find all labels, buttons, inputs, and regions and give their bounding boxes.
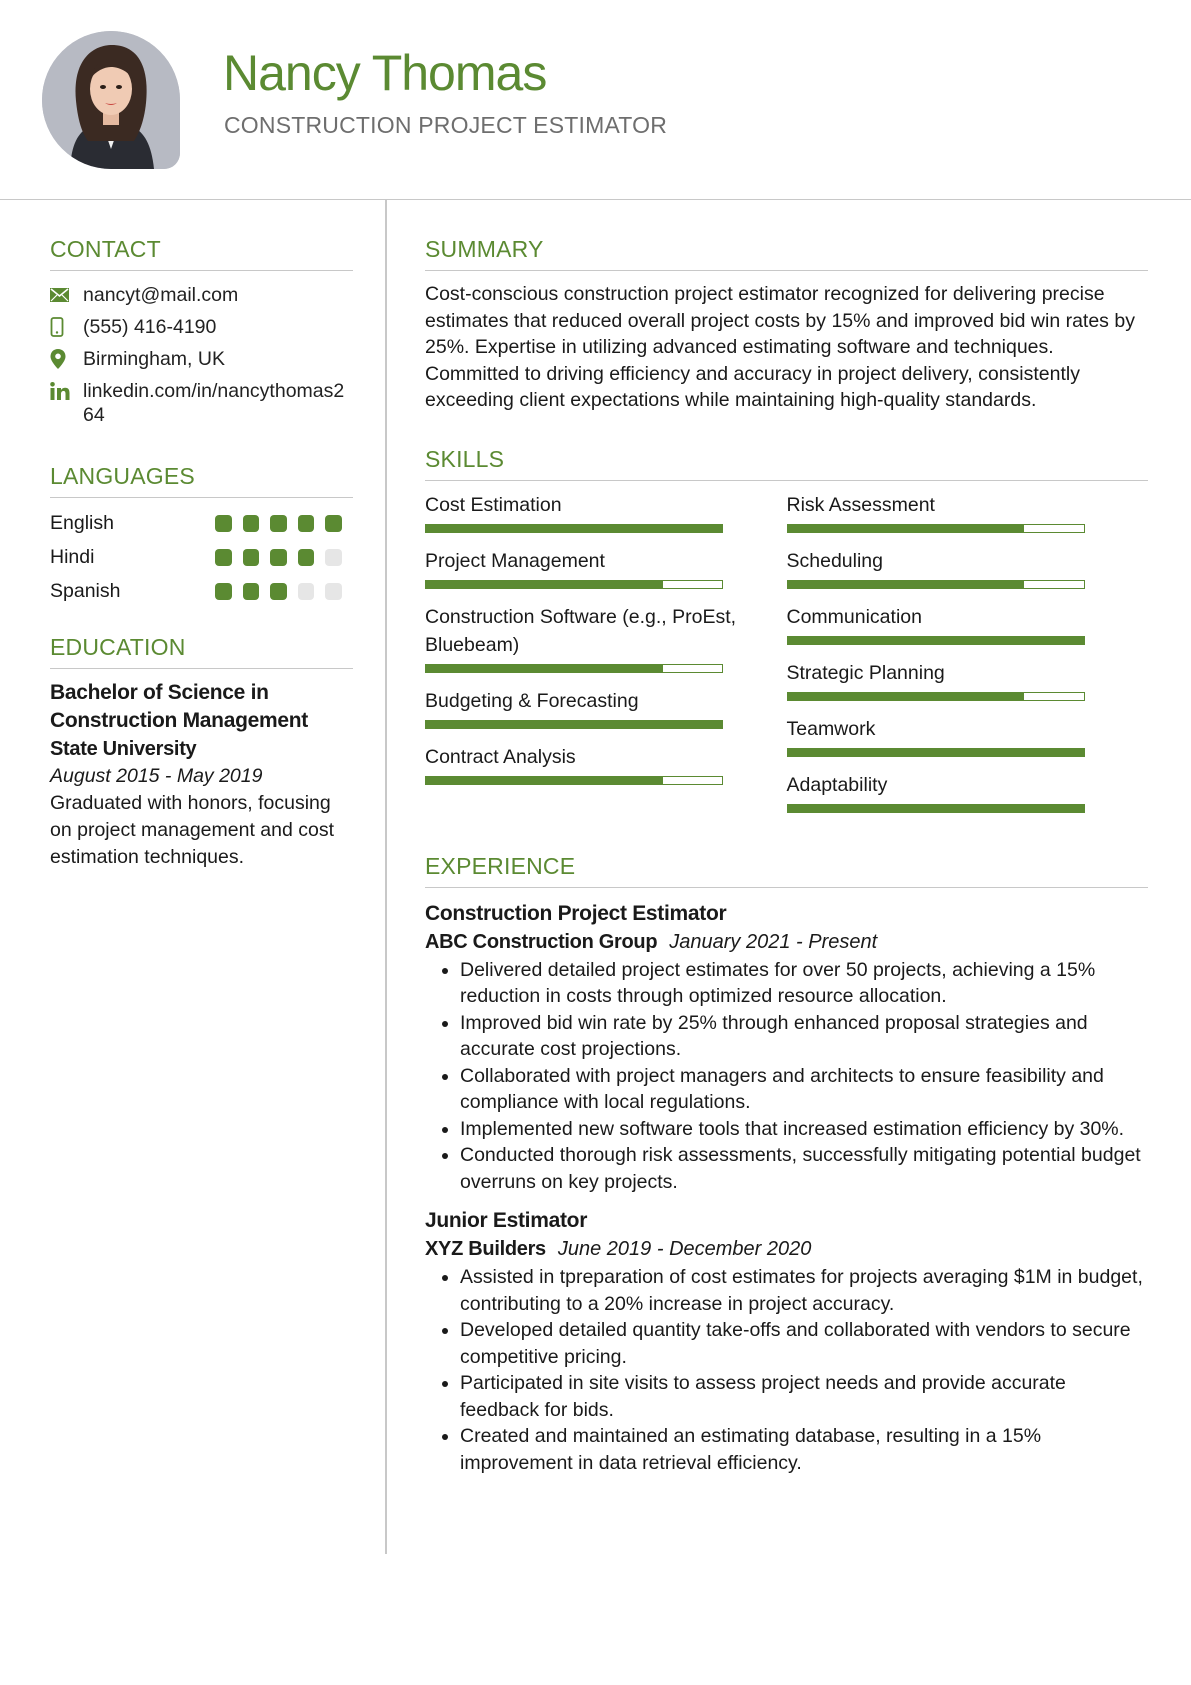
job-company-line bbox=[425, 1235, 1148, 1264]
contact-phone[interactable] bbox=[50, 315, 353, 339]
job-dates: January 2021 - Present bbox=[669, 930, 878, 953]
skill-item bbox=[787, 491, 1149, 533]
profile-photo bbox=[42, 31, 180, 169]
job-bullet: • Conducted thorough risk assessments, successfully mitigating potential budget overruns on key projects. bbox=[460, 1142, 1148, 1195]
skill-bar bbox=[787, 804, 1085, 813]
skill-item bbox=[787, 603, 1149, 645]
job-bullet: • Implemented new software tools that increased estimation efficiency by 30%. bbox=[460, 1116, 1148, 1143]
skill-bar-fill bbox=[788, 581, 1025, 588]
summary-text: Cost-conscious construction project estimator recognized for delivering precise estimates that reduced overall project costs by 15% and improved bid win rates by 25%. Expertise in utilizing advanced estimating software and techniques. Committed to driving efficiency and accuracy in project delivery, consistently exceeding client expectations while maintaining high-quality standards. bbox=[425, 283, 1135, 411]
job-bullets bbox=[425, 1264, 1148, 1476]
education-description: Graduated with honors, focusing on project management and cost estimation techniques. bbox=[50, 792, 335, 868]
contact-linkedin[interactable] bbox=[50, 379, 353, 427]
skill-name: Adaptability bbox=[786, 773, 888, 796]
skill-item bbox=[425, 547, 787, 589]
skill-name: Risk Assessment bbox=[786, 493, 935, 516]
skill-name: Strategic Planning bbox=[786, 661, 945, 684]
languages-section bbox=[50, 463, 353, 608]
job-entry bbox=[425, 900, 1148, 1196]
skill-bar-fill bbox=[426, 581, 663, 588]
skill-item bbox=[425, 491, 787, 533]
contact-linkedin-text: linkedin.com/in/nancythomas264 bbox=[83, 380, 345, 426]
skill-bar bbox=[425, 524, 723, 533]
contact-heading: CONTACT bbox=[50, 236, 353, 271]
skills-right-column bbox=[787, 491, 1149, 827]
skills-section bbox=[425, 446, 1148, 827]
proficiency-dot bbox=[325, 515, 342, 532]
skill-item bbox=[787, 715, 1149, 757]
proficiency-dot bbox=[298, 515, 315, 532]
summary-heading: SUMMARY bbox=[425, 236, 1148, 271]
column-divider bbox=[385, 199, 387, 1554]
job-entry bbox=[425, 1207, 1148, 1476]
job-title: Junior Estimator bbox=[425, 1209, 588, 1232]
proficiency-dot bbox=[270, 583, 287, 600]
job-bullet: • Created and maintained an estimating database, resulting in a 15% improvement in data retrieval efficiency. bbox=[460, 1423, 1148, 1476]
job-bullet: • Collaborated with project managers and architects to ensure feasibility and compliance with local regulations. bbox=[460, 1063, 1148, 1116]
email-icon bbox=[50, 283, 83, 307]
skill-name: Contract Analysis bbox=[425, 745, 576, 768]
skill-bar-fill bbox=[426, 721, 722, 728]
skill-bar-fill bbox=[426, 665, 663, 672]
job-company: ABC Construction Group bbox=[425, 930, 658, 953]
languages-heading: LANGUAGES bbox=[50, 463, 353, 498]
proficiency-dot bbox=[243, 549, 260, 566]
job-bullet: • Assisted in tpreparation of cost estimates for projects averaging $1M in budget, contributing to a 20% increase in project accuracy. bbox=[460, 1264, 1148, 1317]
skill-item bbox=[425, 687, 787, 729]
skill-name: Construction Software (e.g., ProEst, Bluebeam) bbox=[425, 605, 737, 656]
proficiency-dot bbox=[298, 583, 315, 600]
contact-phone-text: (555) 416-4190 bbox=[83, 316, 217, 338]
education-school: State University bbox=[50, 738, 197, 760]
education-dates: August 2015 - May 2019 bbox=[50, 765, 263, 787]
skill-bar-fill bbox=[788, 637, 1084, 644]
linkedin-icon bbox=[50, 379, 83, 403]
right-column bbox=[425, 236, 1148, 1476]
job-title: Construction Project Estimator bbox=[425, 901, 727, 925]
skill-item bbox=[425, 603, 787, 673]
job-bullet: • Developed detailed quantity take-offs and collaborated with vendors to secure competitive pricing. bbox=[460, 1317, 1148, 1370]
job-dates: June 2019 - December 2020 bbox=[557, 1238, 812, 1260]
skill-bar bbox=[425, 720, 723, 729]
skill-bar bbox=[425, 664, 723, 673]
education-heading: EDUCATION bbox=[50, 634, 353, 669]
skill-item bbox=[787, 547, 1149, 589]
contact-email-text: nancyt@mail.com bbox=[83, 284, 239, 306]
skill-name: Communication bbox=[786, 605, 922, 628]
skill-bar bbox=[425, 580, 723, 589]
skill-bar bbox=[787, 692, 1085, 701]
proficiency-dot bbox=[270, 549, 287, 566]
skill-bar-fill bbox=[788, 525, 1025, 532]
summary-section bbox=[425, 236, 1148, 414]
contact-location bbox=[50, 347, 353, 371]
skill-bar-fill bbox=[788, 749, 1084, 756]
job-bullet: • Participated in site visits to assess project needs and provide accurate feedback for bids. bbox=[460, 1370, 1148, 1423]
education-degree: Bachelor of Science in Construction Management bbox=[50, 681, 308, 732]
language-name: English bbox=[50, 511, 114, 534]
proficiency-dot bbox=[325, 583, 342, 600]
language-name: Spanish bbox=[50, 579, 121, 602]
skill-name: Project Management bbox=[425, 549, 605, 572]
candidate-title: CONSTRUCTION PROJECT ESTIMATOR bbox=[224, 112, 668, 138]
skills-heading: SKILLS bbox=[425, 446, 1148, 481]
skill-name: Cost Estimation bbox=[425, 493, 562, 516]
skill-bar bbox=[787, 580, 1085, 589]
proficiency-dot bbox=[215, 583, 232, 600]
skill-bar-fill bbox=[426, 525, 722, 532]
contact-location-text: Birmingham, UK bbox=[83, 348, 225, 370]
job-bullet: • Delivered detailed project estimates for over 50 projects, achieving a 15% reduction in costs through optimized resource allocation. bbox=[460, 957, 1148, 1010]
skill-bar-fill bbox=[788, 805, 1084, 812]
job-bullet: • Improved bid win rate by 25% through enhanced proposal strategies and accurate cost projections. bbox=[460, 1010, 1148, 1063]
proficiency-dot bbox=[215, 515, 232, 532]
job-bullets bbox=[425, 957, 1148, 1196]
proficiency-dot bbox=[243, 583, 260, 600]
location-pin-icon bbox=[50, 347, 83, 371]
proficiency-dot bbox=[243, 515, 260, 532]
candidate-name: Nancy Thomas bbox=[223, 45, 547, 101]
skill-name: Scheduling bbox=[786, 549, 883, 572]
experience-heading: EXPERIENCE bbox=[425, 853, 1148, 888]
skill-item bbox=[787, 771, 1149, 813]
contact-email[interactable] bbox=[50, 283, 353, 307]
proficiency-dot bbox=[298, 549, 315, 566]
education-section bbox=[50, 634, 353, 871]
skill-bar bbox=[787, 636, 1085, 645]
skill-name: Budgeting & Forecasting bbox=[425, 689, 639, 712]
job-company-line bbox=[425, 928, 1148, 957]
proficiency-dot bbox=[215, 549, 232, 566]
skill-bar bbox=[787, 524, 1085, 533]
language-item bbox=[50, 574, 353, 608]
skill-item bbox=[425, 743, 787, 785]
skill-bar bbox=[787, 748, 1085, 757]
skill-bar bbox=[425, 776, 723, 785]
skill-name: Teamwork bbox=[786, 717, 876, 740]
skill-bar-fill bbox=[788, 693, 1025, 700]
resume-header bbox=[0, 0, 1191, 200]
profile-photo-image bbox=[42, 31, 180, 169]
language-name: Hindi bbox=[50, 545, 95, 568]
experience-section bbox=[425, 853, 1148, 1477]
skill-item bbox=[787, 659, 1149, 701]
phone-icon bbox=[50, 315, 83, 339]
proficiency-dot bbox=[270, 515, 287, 532]
language-item bbox=[50, 506, 353, 540]
proficiency-dot bbox=[325, 549, 342, 566]
skills-left-column bbox=[425, 491, 787, 827]
left-column bbox=[50, 236, 353, 871]
skill-bar-fill bbox=[426, 777, 663, 784]
contact-section bbox=[50, 236, 353, 427]
job-company: XYZ Builders bbox=[425, 1238, 546, 1260]
language-item bbox=[50, 540, 353, 574]
